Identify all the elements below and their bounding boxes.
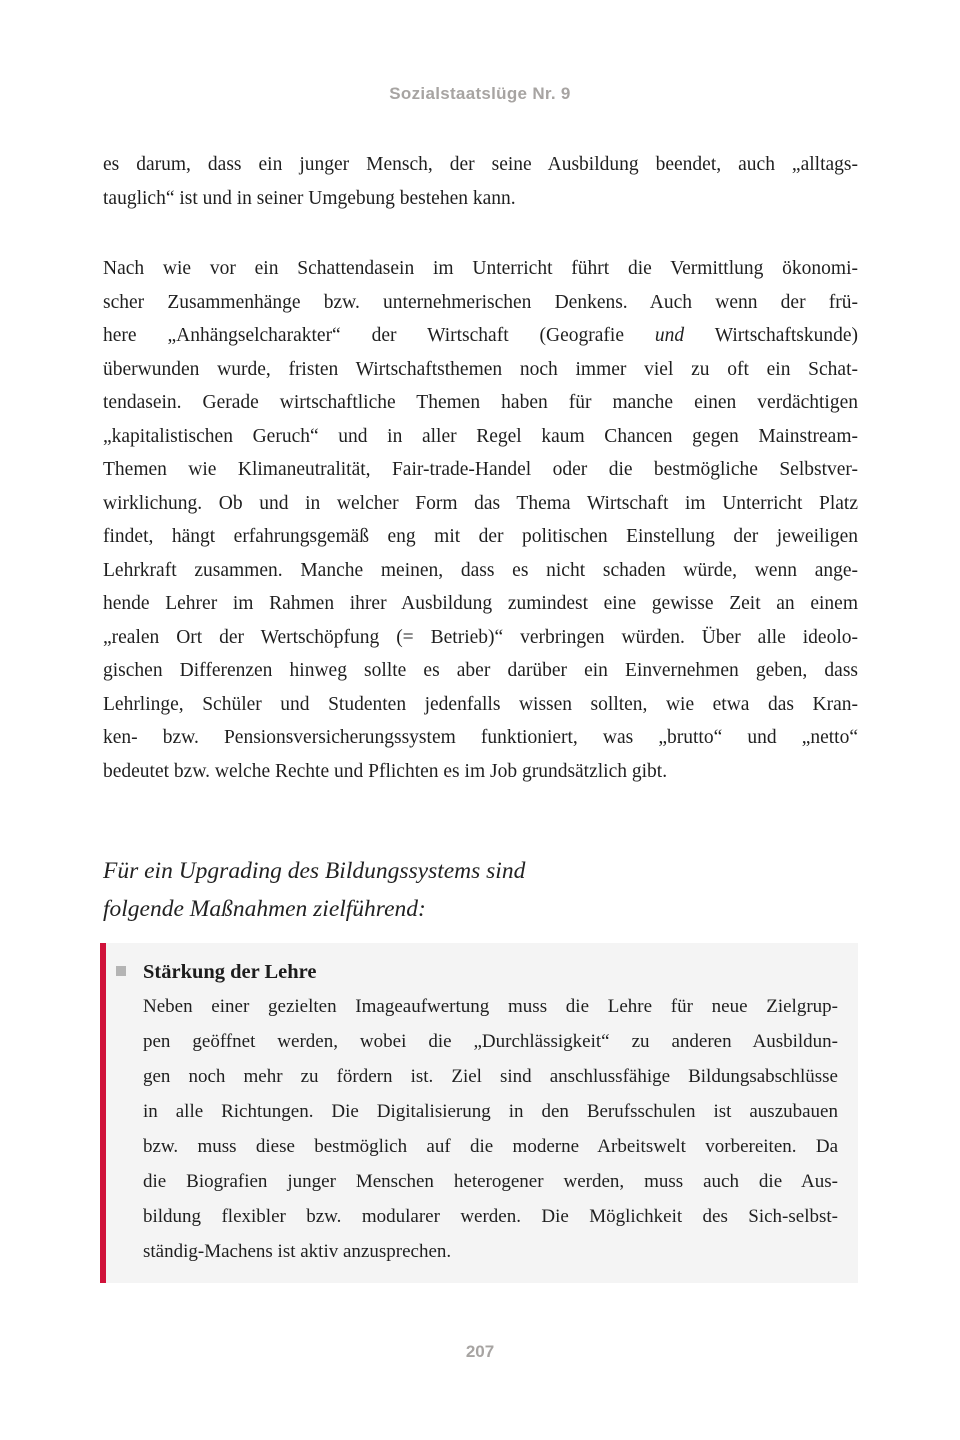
- text-line: folgende Maßnahmen zielführend:: [103, 896, 426, 922]
- text-line: überwunden wurde, fristen Wirtschaftsthemen noch immer viel zu oft ein Schat-: [103, 358, 858, 380]
- text-line: here „Anhängselcharakter“ der Wirtschaft (Geografie und Wirtschaftskunde): [103, 325, 858, 346]
- text-line: hende Lehrer im Rahmen ihrer Ausbildung zumindest eine gewisse Zeit an einem: [103, 593, 858, 614]
- callout-text: [143, 989, 838, 1269]
- text-line: scher Zusammenhänge bzw. unternehmerischen Denkens. Auch wenn der frü-: [103, 291, 858, 313]
- text-line: Nach wie vor ein Schattendasein im Unterricht führt die Vermittlung ökonomi-: [103, 258, 858, 279]
- text-line: Lehrlinge, Schüler und Studenten jedenfalls wissen sollten, wie etwa das Kran-: [103, 693, 858, 715]
- paragraph-intro: [103, 148, 858, 216]
- section-subheading: [103, 852, 858, 928]
- accent-bar: [100, 943, 106, 1283]
- callout-title: Stärkung der Lehre: [143, 961, 317, 983]
- text-line: gen noch mehr zu fördern ist. Ziel sind anschlussfähige Bildungsabschlüsse: [143, 1066, 838, 1087]
- text-line: ken- bzw. Pensionsversicherungssystem funktioniert, was „brutto“ und „netto“: [103, 727, 858, 748]
- text-line: in alle Richtungen. Die Digitalisierung in den Berufsschulen ist auszubauen: [143, 1101, 838, 1122]
- page-number: 207: [465, 1342, 495, 1361]
- text-line: „realen Ort der Wertschöpfung (= Betrieb)“ verbringen würden. Über alle ideolo-: [103, 626, 858, 648]
- paragraph-main: [103, 252, 858, 788]
- text-line: die Biografien junger Menschen heterogener werden, muss auch die Aus-: [143, 1171, 838, 1192]
- text-line: Für ein Upgrading des Bildungssystems sind: [103, 858, 526, 884]
- bullet-square-icon: [116, 966, 126, 976]
- running-header: Sozialstaatslüge Nr. 9: [389, 84, 571, 103]
- callout-box: [100, 943, 858, 1283]
- text-line: wirklichung. Ob und in welcher Form das Thema Wirtschaft im Unterricht Platz: [103, 492, 858, 514]
- text-line: es darum, dass ein junger Mensch, der seine Ausbildung beendet, auch „alltags-: [103, 154, 858, 175]
- text-line: tendasein. Gerade wirtschaftliche Themen haben für manche einen verdächtigen: [103, 392, 858, 413]
- text-line: findet, hängt erfahrungsgemäß eng mit der politischen Einstellung der jeweiligen: [103, 526, 858, 547]
- text-line: bzw. muss diese bestmöglich auf die moderne Arbeitswelt vorbereiten. Da: [143, 1136, 838, 1157]
- text-line: „kapitalistischen Geruch“ und in aller Regel kaum Chancen gegen Mainstream-: [103, 425, 858, 447]
- text-line: bildung flexibler bzw. modularer werden. Die Möglichkeit des Sich-selbst-: [143, 1206, 838, 1227]
- text-line: Lehrkraft zusammen. Manche meinen, dass es nicht schaden würde, wenn ange-: [103, 559, 858, 581]
- text-line: Themen wie Klimaneutralität, Fair-trade-Handel oder die bestmögliche Selbstver-: [103, 459, 858, 480]
- text-line: ständig-Machens ist aktiv anzusprechen.: [143, 1241, 452, 1262]
- text-line: tauglich“ ist und in seiner Umgebung bestehen kann.: [103, 188, 516, 209]
- text-line: pen geöffnet werden, wobei die „Durchlässigkeit“ zu anderen Ausbildun-: [143, 1031, 838, 1052]
- text-line: bedeutet bzw. welche Rechte und Pflichten es im Job grundsätzlich gibt.: [103, 760, 668, 782]
- callout-header: [143, 957, 838, 989]
- text-line: gischen Differenzen hinweg sollte es aber darüber ein Einvernehmen geben, dass: [103, 660, 858, 681]
- text-line: Neben einer gezielten Imageaufwertung muss die Lehre für neue Zielgrup-: [143, 996, 838, 1017]
